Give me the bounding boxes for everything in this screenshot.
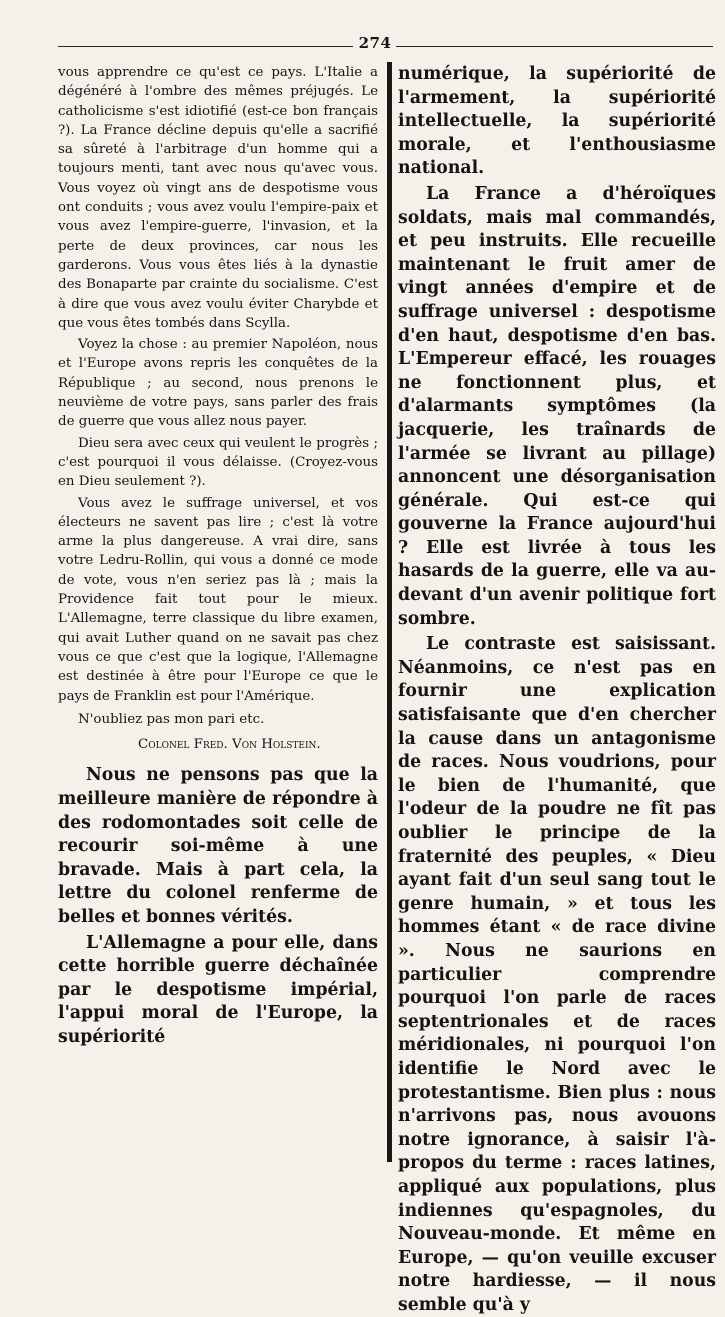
- commentary-paragraph: L'Allemagne a pour elle, dans cette horrible guerre déchaînée par le despotisme impérial, l'appui moral de l'Europe, la supériorité: [58, 932, 378, 1047]
- commentary-paragraph: Nous ne pensons pas que la meilleure manière de répondre à des rodomontades soit celle de recourir soi-même à une bravade. Mais à part cela, la lettre du colonel renferme de belles et bonnes vérités.: [58, 765, 378, 927]
- letter-signoff: N'oubliez pas mon pari etc.: [78, 711, 265, 727]
- column-divider: [387, 62, 392, 1162]
- commentary-paragraph: numérique, la supériorité de l'armement, la supériorité intellectuelle, la supériorité morale, et l'enthousiasme national.: [398, 64, 716, 179]
- letter-signature: Colonel Fred. Von Holstein.: [138, 737, 321, 753]
- letter-paragraph: Voyez la chose : au premier Napoléon, nous et l'Europe avons repris les conquêtes de la République ; au second, nous prenons le neuvième de votre pays, sans parler des frais de guerre que vous allez nous payer.: [58, 337, 378, 430]
- letter-paragraph: vous apprendre ce qu'est ce pays. L'Italie a dégénéré à l'ombre des mêmes préjugés. Le catholicisme s'est idiotifié (est-ce bon français ?). La France décline depuis qu'elle a sacrifié sa sûreté à l'arbitrage d'un homme qui a toujours menti, tant avec nous qu'avec vous. Vous voyez où vingt ans de despotisme vous ont conduits ; vous avez voulu l'empire-paix et vous avez l'empire-guerre, l'invasion, et la perte de deux provinces, car nous les garderons. Vous vous êtes liés à la dynastie des Bonaparte par crainte du socialisme. C'est à dire que vous avez voulu éviter Charybde et que vous êtes tombés dans Scylla.: [58, 65, 378, 331]
- letter-paragraph: Vous avez le suffrage universel, et vos électeurs ne savent pas lire ; c'est là votre arme la plus dangereuse. A vrai dire, sans votre Ledru-Rollin, qui vous a donné ce mode de vote, vous n'en seriez pas là ; mais la Providence fait tout pour le mieux. L'Allemagne, terre classique du libre examen, qui avait Luther quand on ne savait pas chez vous ce que c'est que la logique, l'Allemagne est destinée à être pour l'Europe ce que le pays de Franklin est pour l'Amérique.: [58, 495, 378, 704]
- commentary-text-continued: [398, 63, 716, 1317]
- commentary-text: [58, 764, 378, 1049]
- header-rule-right: [396, 46, 713, 47]
- commentary-paragraph: Le contraste est saisissant. Néanmoins, ce n'est pas en fournir une explication satisfaisante que d'en chercher la cause dans un antagonisme de races. Nous voudrions, pour le bien de l'humanité, que l'odeur de la poudre ne fît pas oublier le principe de la fraternité des peuples, « Dieu ayant fait d'un seul sang tout le genre humain, » et tous les hommes étant « de race divine ». Nous ne saurions en particulier comprendre pourquoi l'on parle de races septentrionales et de races méridionales, ni pourquoi l'on identifie le Nord avec le protestantisme. Bien plus : nous n'arrivons pas, nous avouons notre ignorance, à saisir l'à-propos du terme : races latines, appliqué aux populations, plus indiennes qu'espagnoles, du Nouveau-monde. Et même en Europe, — qu'on veuille excuser notre hardiesse, — il nous semble qu'à y: [398, 634, 716, 1315]
- page-header: [58, 32, 713, 56]
- header-rule-left: [58, 46, 353, 47]
- left-column: [58, 63, 378, 1050]
- letter-paragraph: Dieu sera avec ceux qui veulent le progrès ; c'est pourquoi il vous délaisse. (Croyez-vous en Dieu seulement ?).: [58, 435, 378, 490]
- letter-text: [58, 63, 378, 706]
- commentary-paragraph: La France a d'héroïques soldats, mais mal commandés, et peu instruits. Elle recueille maintenant le fruit amer de vingt années d'empire et de suffrage universel : despotisme d'en haut, despotisme d'en bas. L'Empereur effacé, les rouages ne fonctionnent plus, et d'alarmants symptômes (la jacquerie, les traînards de l'armée se livrant au pillage) annoncent une désorganisation générale. Qui est-ce qui gouverne la France aujourd'hui ? Elle est livrée à tous les hasards de la guerre, elle va au-devant d'un avenir politique fort sombre.: [398, 183, 716, 629]
- page-number: 274: [358, 34, 392, 52]
- right-column: [398, 63, 716, 1317]
